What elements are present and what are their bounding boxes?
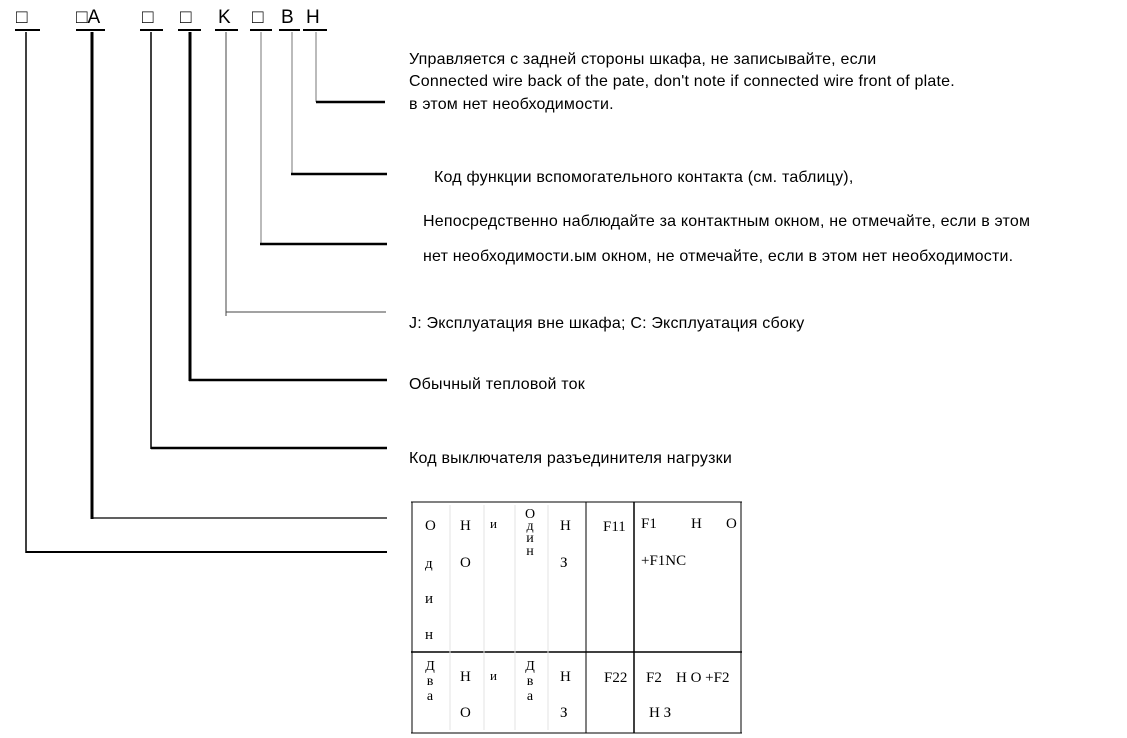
code-char-2: □A — [76, 7, 101, 28]
r1-desc-d: +F1NC — [641, 553, 687, 569]
r2-col-a-3: а — [426, 689, 434, 704]
r2-col-b-1: Н — [460, 669, 471, 685]
code-char-7: B — [281, 7, 294, 28]
label-k-operation: J: Эксплуатация вне шкафа; C: Эксплуатация сбоку — [409, 315, 805, 332]
label-h-line1: Управляется с задней стороны шкафа, не записывайте, если — [409, 51, 877, 68]
r1-col-e-1: Н — [560, 518, 571, 534]
r1-col-b-1: Н — [460, 518, 471, 534]
code-char-4: □ — [180, 7, 192, 28]
r1-code: F11 — [603, 519, 626, 535]
code-char-8: H — [306, 7, 320, 28]
label-h-line3: в этом нет необходимости. — [409, 96, 614, 113]
r2-desc-c: Н З — [649, 705, 672, 721]
r1-col-d-2: д — [526, 519, 534, 534]
r2-col-a-1: Д — [425, 659, 435, 674]
r1-col-a-4: н — [425, 627, 434, 643]
label-h-line2: Connected wire back of the pate, don't note if connected wire front of plate. — [409, 73, 955, 90]
code-char-5: K — [218, 7, 231, 28]
r2-code: F22 — [604, 670, 628, 686]
r1-col-a-1: О — [425, 518, 436, 534]
code-char-6: □ — [252, 7, 264, 28]
r1-col-c: и — [490, 516, 497, 531]
r1-col-d-4: н — [526, 544, 534, 559]
r2-desc-a: F2 — [646, 670, 662, 686]
r1-col-a-3: и — [425, 591, 434, 607]
r1-col-d-1: О — [524, 507, 536, 522]
r1-col-e-2: З — [560, 555, 568, 571]
r2-col-a-2: в — [426, 674, 434, 689]
r1-col-d-3: и — [526, 531, 534, 546]
label-window-line1: Непосредственно наблюдайте за контактным окном, не отмечайте, если в этом — [423, 213, 1031, 230]
label-window-line2: нет необходимости.ым окном, не отмечайте, если в этом нет необходимости. — [423, 248, 1014, 265]
r2-desc-b: Н О +F2 — [676, 670, 730, 686]
r1-desc-b: Н — [691, 516, 702, 532]
r2-col-b-2: О — [460, 705, 471, 721]
code-char-1: □ — [16, 7, 28, 28]
r1-col-a-2: д — [425, 556, 433, 572]
r1-col-b-2: О — [460, 555, 471, 571]
r2-col-e-1: Н — [560, 669, 571, 685]
r2-col-c: и — [490, 668, 497, 683]
code-char-3: □ — [142, 7, 154, 28]
r2-col-d-3: а — [526, 689, 534, 704]
label-switch-code: Код выключателя разъединителя нагрузки — [409, 450, 732, 467]
r2-col-d-1: Д — [525, 659, 535, 674]
r1-desc-c: О — [726, 516, 737, 532]
label-b-function: Код функции вспомогательного контакта (см. таблицу), — [434, 169, 854, 186]
r1-desc-a: F1 — [641, 516, 657, 532]
label-thermal-current: Обычный тепловой ток — [409, 376, 585, 393]
r2-col-d-2: в — [526, 674, 534, 689]
r2-col-e-2: З — [560, 705, 568, 721]
